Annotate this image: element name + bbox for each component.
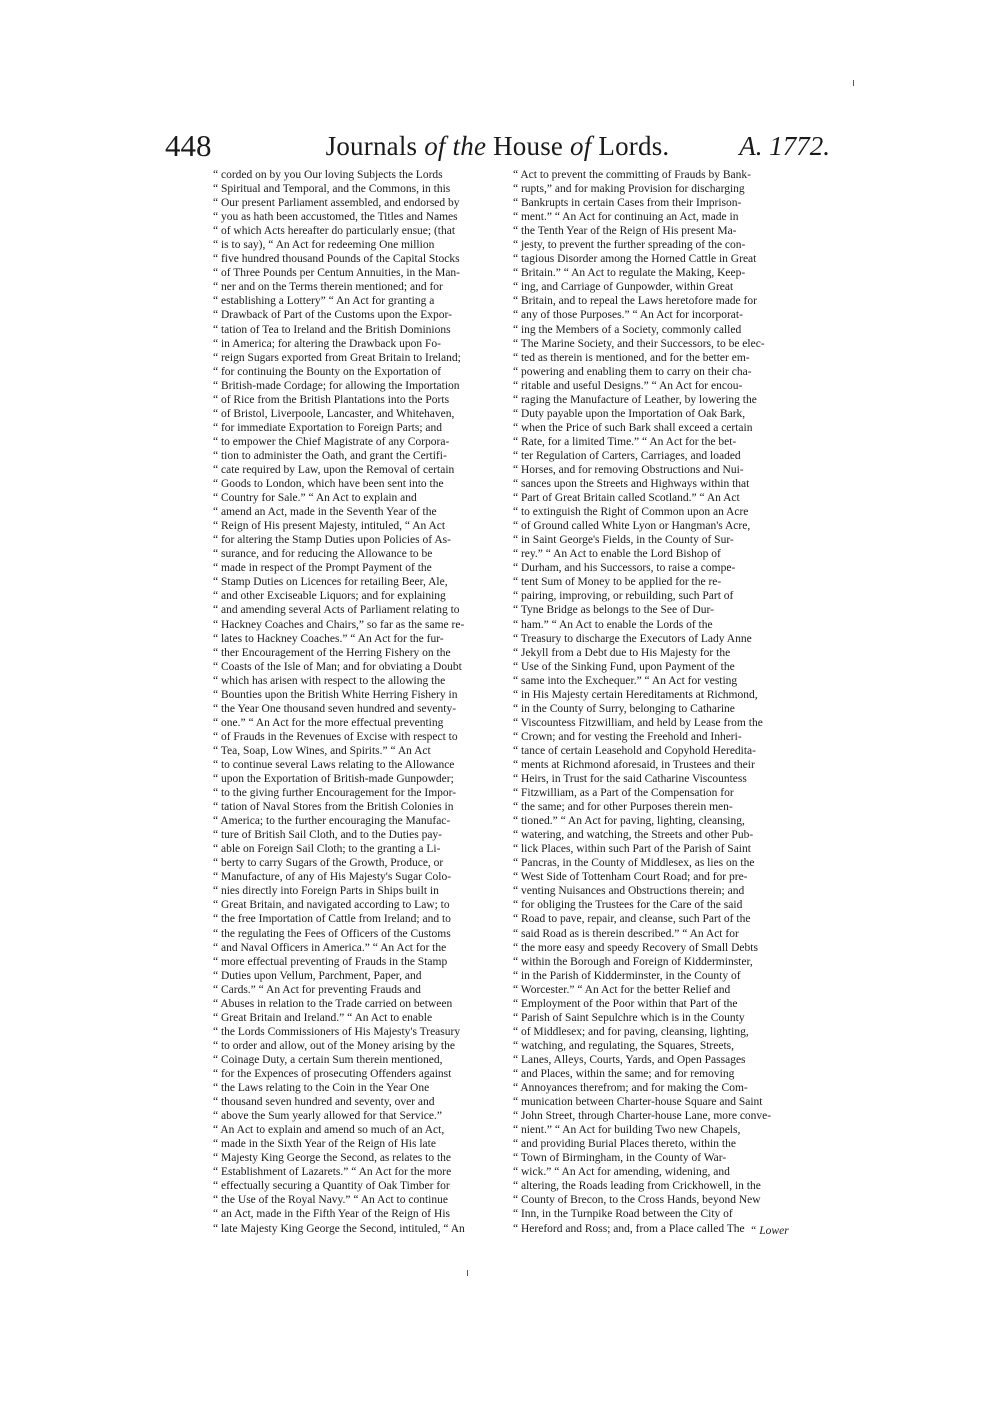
left-line: “ made in the Sixth Year of the Reign of His late (213, 1138, 436, 1151)
title-house: House (493, 131, 564, 161)
right-line: “ Britain, and to repeal the Laws heretofore made for (513, 295, 757, 308)
left-line: “ of Bristol, Liverpoole, Lancaster, and Whitehaven, (213, 407, 455, 420)
right-line: “ Town of Birmingham, in the County of War- (513, 1152, 727, 1165)
left-line: “ Reign of His present Majesty, intituled, “ An Act (213, 520, 446, 533)
right-line: “ munication between Charter-house Square and Saint (513, 1096, 763, 1109)
left-line: “ able on Foreign Sail Cloth; to the granting a Li- (213, 843, 441, 856)
right-line: “ Road to pave, repair, and cleanse, such Part of the (513, 913, 751, 926)
left-line: “ British-made Cordage; for allowing the Importation (213, 379, 460, 392)
left-line: “ Majesty King George the Second, as relates to the (213, 1152, 452, 1165)
right-line: “ ted as therein is mentioned, and for the better em- (513, 351, 750, 364)
right-line: “ tance of certain Leasehold and Copyhold Heredita- (513, 744, 756, 757)
right-line: “ Duty payable upon the Importation of Oak Bark, (513, 407, 746, 420)
left-line: “ Drawback of Part of the Customs upon the Expor- (213, 309, 452, 322)
left-line: “ for the Expences of prosecuting Offenders against (213, 1068, 452, 1080)
left-line: “ above the Sum yearly allowed for that Service.” (213, 1110, 442, 1123)
right-line: “ same into the Exchequer.” “ An Act for vesting (513, 674, 738, 687)
right-line: “ ritable and useful Designs.” “ An Act for encou- (513, 379, 743, 392)
left-line: “ for altering the Stamp Duties upon Policies of As- (213, 534, 451, 547)
right-line: “ Employment of the Poor within that Part of the (513, 997, 738, 1010)
right-line: “ Durham, and his Successors, to raise a compe- (513, 562, 736, 575)
right-line: “ of Ground called White Lyon or Hangman's Acre, (513, 520, 751, 533)
right-line: “ venting Nuisances and Obstructions therein; and (513, 885, 745, 898)
right-line: “ Worcester.” “ An Act for the better Relief and (513, 983, 731, 996)
left-line: “ reign Sugars exported from Great Britain to Ireland; (213, 351, 461, 364)
left-line: “ thousand seven hundred and seventy, over and (213, 1096, 435, 1109)
page-number: 448 (165, 128, 212, 163)
left-line: “ the Year One thousand seven hundred and seventy- (213, 702, 457, 715)
right-line: “ lick Places, within such Part of the Parish of Saint (513, 843, 751, 856)
left-line: “ upon the Exportation of British-made Gunpowder; (213, 773, 454, 786)
right-line: “ County of Brecon, to the Cross Hands, beyond New (513, 1194, 761, 1207)
right-line: “ West Side of Tottenham Court Road; and for pre- (513, 871, 748, 884)
left-line: “ establishing a Lottery” “ An Act for granting a (213, 295, 435, 308)
title-lords: Lords. (598, 131, 670, 161)
left-line: “ Cards.” “ An Act for preventing Frauds and (213, 983, 421, 996)
right-line: “ ter Regulation of Carters, Carriages, and loaded (513, 449, 741, 462)
title-of-2: of (570, 131, 592, 161)
right-line: “ Treasury to discharge the Executors of Lady Anne (513, 632, 752, 645)
left-line: “ Stamp Duties on Licences for retailing Beer, Ale, (213, 576, 448, 589)
right-line: “ within the Borough and Foreign of Kidderminster, (513, 955, 753, 968)
right-line: “ nient.” “ An Act for building Two new Chapels, (513, 1124, 741, 1137)
left-line: “ to empower the Chief Magistrate of any Corpora- (213, 435, 450, 448)
catchword: “ Lower (750, 1225, 789, 1237)
right-line: “ Inn, in the Turnpike Road between the City of (513, 1208, 733, 1221)
left-line: “ Tea, Soap, Low Wines, and Spirits.” “ An Act (213, 744, 431, 757)
left-line: “ Great Britain and Ireland.” “ An Act to enable (213, 1011, 433, 1024)
left-line: “ tion to administer the Oath, and grant the Certifi- (213, 449, 447, 462)
right-line: “ raging the Manufacture of Leather, by lowering the (513, 393, 757, 406)
left-line: “ which has arisen with respect to the allowing the (213, 674, 446, 687)
left-line: “ ner and on the Terms therein mentioned; and for (213, 281, 443, 294)
right-line: “ Horses, and for removing Obstructions and Nui- (513, 463, 744, 476)
left-line: “ Coinage Duty, a certain Sum therein mentioned, (213, 1053, 443, 1066)
right-line: “ the more easy and speedy Recovery of Small Debts (513, 941, 758, 954)
right-line: “ the same; and for other Purposes therein men- (513, 801, 733, 814)
right-line: “ Fitzwilliam, as a Part of the Compensation for (513, 787, 734, 800)
left-line: “ Manufacture, of any of His Majesty's Sugar Colo- (213, 871, 452, 884)
left-line: “ the Lords Commissioners of His Majesty's Treasury (213, 1025, 461, 1038)
right-line: “ ham.” “ An Act to enable the Lords of the (513, 618, 713, 631)
left-line: “ amend an Act, made in the Seventh Year of the (213, 506, 437, 519)
right-line: “ in Saint George's Fields, in the County of Sur- (513, 534, 734, 547)
left-line: “ Abuses in relation to the Trade carried on between (213, 997, 453, 1010)
left-line: “ lates to Hackney Coaches.” “ An Act for the fur- (213, 632, 444, 645)
left-line: “ you as hath been accustomed, the Titles and Names (213, 211, 458, 224)
stray-mark (467, 1270, 468, 1276)
left-line: “ Goods to London, which have been sent into the (213, 478, 444, 491)
left-line: “ cate required by Law, upon the Removal of certain (213, 463, 455, 476)
left-line: “ late Majesty King George the Second, intituled, “ An (213, 1222, 465, 1235)
right-line: “ altering, the Roads leading from Crickhowell, in the (513, 1180, 761, 1193)
left-line: “ the Use of the Royal Navy.” “ An Act to continue (213, 1194, 448, 1207)
title-the: the (452, 131, 487, 161)
right-line: “ for obliging the Trustees for the Care of the said (513, 899, 743, 912)
left-line: “ for immediate Exportation to Foreign Parts; and (213, 421, 442, 434)
left-line: “ of Three Pounds per Centum Annuities, in the Man- (213, 267, 460, 280)
right-line: “ Lanes, Alleys, Courts, Yards, and Open Passages (513, 1053, 746, 1066)
right-line: “ jesty, to prevent the further spreading of the con- (513, 239, 746, 252)
left-line: “ An Act to explain and amend so much of an Act, (213, 1124, 445, 1137)
left-line: “ the regulating the Fees of Officers of the Customs (213, 927, 451, 940)
right-line: “ Part of Great Britain called Scotland.” “ An Act (513, 492, 740, 505)
left-line: “ berty to carry Sugars of the Growth, Produce, or (213, 857, 444, 870)
left-line: “ Our present Parliament assembled, and endorsed by (213, 197, 460, 210)
right-line: “ sances upon the Streets and Highways within that (513, 478, 750, 491)
left-line: “ Establishment of Lazarets.” “ An Act for the more (213, 1166, 452, 1179)
left-line: “ Spiritual and Temporal, and the Commons, in this (213, 183, 451, 196)
left-line: “ tation of Naval Stores from the British Colonies in (213, 801, 454, 814)
left-line: “ and Naval Officers in America.” “ An Act for the (213, 941, 447, 954)
right-line: “ Use of the Sinking Fund, upon Payment of the (513, 660, 735, 673)
right-line: “ ments at Richmond aforesaid, in Trustees and their (513, 758, 755, 771)
right-line: “ said Road as is therein described.” “ An Act for (513, 927, 739, 940)
right-line: “ the Tenth Year of the Reign of His present Ma- (513, 225, 737, 238)
left-line: “ tation of Tea to Ireland and the British Dominions (213, 323, 451, 336)
left-line: “ made in respect of the Prompt Payment of the (213, 562, 432, 575)
left-line: “ to order and allow, out of the Money arising by the (213, 1039, 455, 1052)
year-label: A. 1772. (739, 131, 830, 161)
right-line: “ to extinguish the Right of Common upon an Acre (513, 506, 749, 519)
left-line: “ ther Encouragement of the Herring Fishery on the (213, 646, 451, 659)
left-line: “ effectually securing a Quantity of Oak Timber for (213, 1180, 450, 1193)
left-line: “ corded on by you Our loving Subjects the Lords (213, 169, 443, 181)
right-line: “ watching, and regulating, the Squares, Streets, (513, 1039, 734, 1052)
left-line: “ more effectual preventing of Frauds in the Stamp (213, 955, 448, 968)
right-line: “ Tyne Bridge as belongs to the See of Dur- (513, 604, 714, 617)
left-line: “ Great Britain, and navigated according to Law; to (213, 899, 450, 912)
right-line: “ rupts,” and for making Provision for discharging (513, 183, 745, 196)
left-line: “ Bounties upon the British White Herring Fishery in (213, 688, 458, 701)
right-line: “ tagious Disorder among the Horned Cattle in Great (513, 253, 757, 266)
right-line: “ The Marine Society, and their Successors, to be elec- (513, 337, 765, 350)
running-title (165, 128, 830, 164)
title-of-1: of (424, 131, 446, 161)
right-line: “ Hereford and Ross; and, from a Place called The (513, 1222, 745, 1235)
left-line: “ for continuing the Bounty on the Exportation of (213, 365, 442, 378)
right-line: “ and Places, within the same; and for removing (513, 1068, 735, 1080)
right-line: “ Britain.” “ An Act to regulate the Making, Keep- (513, 267, 746, 280)
right-line: “ Heirs, in Trust for the said Catharine Viscountess (513, 773, 747, 786)
left-line: “ America; to the further encouraging the Manufac- (213, 815, 451, 828)
right-line: “ Parish of Saint Sepulchre which is in the County (513, 1011, 745, 1024)
right-line: “ in the County of Surry, belonging to Catharine (513, 702, 735, 715)
left-line: “ of which Acts hereafter do particularly ensue; (that (213, 225, 456, 238)
left-line: “ the Laws relating to the Coin in the Year One (213, 1082, 430, 1095)
right-line: “ Jekyll from a Debt due to His Majesty for the (513, 646, 731, 659)
right-line: “ of Middlesex; and for paving, cleansing, lighting, (513, 1025, 749, 1038)
left-line: “ nies directly into Foreign Parts in Ships built in (213, 885, 439, 898)
right-line: “ tent Sum of Money to be applied for the re- (513, 576, 722, 589)
right-line: “ Viscountess Fitzwilliam, and held by Lease from the (513, 716, 763, 729)
left-line: “ to the giving further Encouragement for the Impor- (213, 787, 457, 800)
right-line: “ when the Price of such Bark shall exceed a certain (513, 421, 753, 434)
stray-mark (853, 80, 854, 86)
left-line: “ surance, and for reducing the Allowance to be (213, 548, 433, 561)
right-line: “ ing the Members of a Society, commonly called (513, 323, 742, 336)
left-line: “ to continue several Laws relating to the Allowance (213, 758, 455, 771)
page-header (165, 128, 830, 168)
right-line: “ any of those Purposes.” “ An Act for incorporat- (513, 309, 743, 322)
left-line: “ ture of British Sail Cloth, and to the Duties pay- (213, 829, 443, 842)
left-line: “ is to say), “ An Act for redeeming One million (213, 239, 435, 252)
right-line: “ pairing, improving, or rebuilding, such Part of (513, 590, 734, 603)
right-line: “ watering, and watching, the Streets and other Pub- (513, 829, 754, 842)
left-line: “ in America; for altering the Drawback upon Fo- (213, 337, 442, 350)
right-line: “ Bankrupts in certain Cases from their Imprison- (513, 197, 742, 210)
left-line: “ the free Importation of Cattle from Ireland; and to (213, 913, 451, 926)
left-line: “ five hundred thousand Pounds of the Capital Stocks (213, 253, 460, 266)
right-line: “ wick.” “ An Act for amending, widening, and (513, 1166, 730, 1179)
right-line: “ John Street, through Charter-house Lane, more conve- (513, 1110, 772, 1123)
right-line: “ Annoyances therefrom; and for making the Com- (513, 1082, 748, 1095)
right-line: “ rey.” “ An Act to enable the Lord Bishop of (513, 548, 721, 561)
left-column (213, 168, 513, 1236)
right-line: “ powering and enabling them to carry on their cha- (513, 365, 752, 378)
left-line: “ of Rice from the British Plantations into the Ports (213, 393, 450, 406)
right-line: “ ment.” “ An Act for continuing an Act, made in (513, 211, 739, 224)
left-line: “ and amending several Acts of Parliament relating to (213, 604, 460, 617)
right-column (513, 168, 813, 1236)
right-line: “ Rate, for a limited Time.” “ An Act for the bet- (513, 435, 737, 448)
left-line: “ Hackney Coaches and Chairs,” so far as the same re- (213, 618, 465, 631)
title-journals: Journals (325, 131, 418, 161)
right-line: “ ing, and Carriage of Gunpowder, within Great (513, 281, 734, 294)
left-line: “ of Frauds in the Revenues of Excise with respect to (213, 730, 458, 743)
right-line: “ in the Parish of Kidderminster, in the County of (513, 969, 741, 982)
left-line: “ Duties upon Vellum, Parchment, Paper, and (213, 969, 422, 982)
left-line: “ one.” “ An Act for the more effectual preventing (213, 716, 444, 729)
right-line: “ Pancras, in the County of Middlesex, as lies on the (513, 857, 755, 870)
right-line: “ Act to prevent the committing of Frauds by Bank- (513, 169, 751, 181)
left-line: “ and other Exciseable Liquors; and for explaining (213, 590, 446, 603)
right-line: “ Crown; and for vesting the Freehold and Inheri- (513, 730, 742, 743)
left-line: “ Coasts of the Isle of Man; and for obviating a Doubt (213, 660, 462, 673)
right-line: “ in His Majesty certain Hereditaments at Richmond, (513, 688, 758, 701)
right-line: “ and providing Burial Places thereto, within the (513, 1138, 736, 1151)
right-line: “ tioned.” “ An Act for paving, lighting, cleansing, (513, 815, 745, 828)
left-line: “ an Act, made in the Fifth Year of the Reign of His (213, 1208, 450, 1221)
left-line: “ Country for Sale.” “ An Act to explain and (213, 492, 417, 505)
